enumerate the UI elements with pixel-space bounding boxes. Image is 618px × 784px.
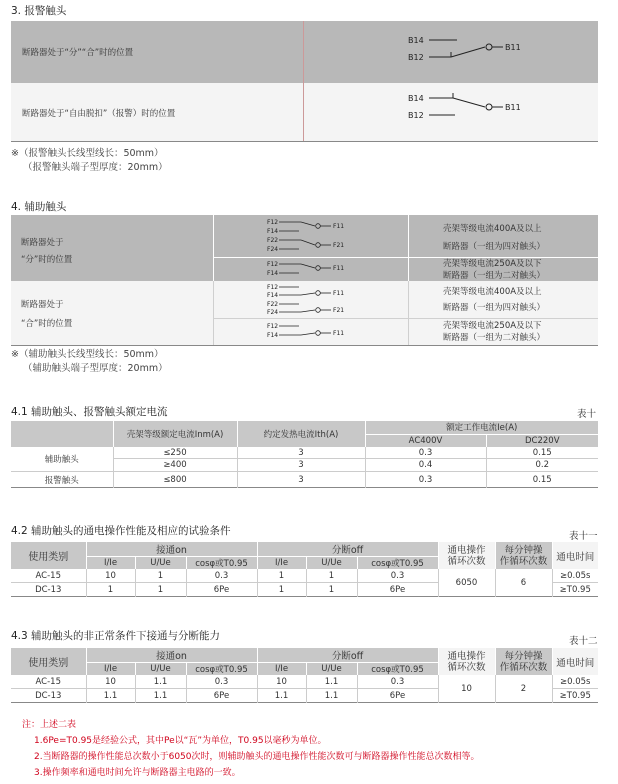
table12-ops: 10	[438, 675, 495, 703]
table10-header-ith: 约定发热电流Ith(A)	[237, 421, 365, 447]
table10-cell: 0.4	[365, 459, 486, 472]
table11-time: ≥0.05s	[552, 569, 598, 583]
table12-cell: 10	[257, 675, 306, 689]
notes-3: 3.操作频率和通电时间允许与断路器主电路的一致。	[34, 768, 241, 778]
table12-header-i: I/Ie	[86, 663, 135, 676]
divider	[408, 215, 409, 281]
table11-header-ops-2: 循环次数	[447, 555, 486, 567]
b11-label: B11	[505, 103, 521, 112]
table12-cell: 1.1	[135, 675, 186, 689]
table12-cell: 1.1	[306, 689, 357, 703]
table12-header-freq-1: 每分钟操	[504, 650, 543, 662]
table11-header-u: U/Ue	[135, 557, 186, 570]
aux-contact-diagram-open-2	[265, 259, 375, 281]
table11-title: 4.2 辅助触头的通电操作性能及相应的试验条件	[11, 525, 231, 537]
aux-note-2: （辅助触头端子型厚度：20mm）	[23, 363, 168, 374]
table12-cell: 0.3	[357, 675, 438, 689]
alarm-contact-diagram-2	[405, 88, 535, 128]
aux-contact-diagram-closed-4	[265, 283, 375, 319]
table11-header-i: I/Ie	[257, 557, 306, 570]
table10-cell: 0.15	[486, 447, 598, 459]
aux-desc-a2: 断路器（一组为四对触头）	[443, 242, 546, 252]
table12-header-i: I/Ie	[257, 663, 306, 676]
alarm-contact-diagram-1	[405, 30, 535, 70]
f21-label: F21	[333, 307, 345, 314]
divider	[303, 21, 304, 141]
divider	[11, 141, 598, 142]
table10-header-frame: 壳架等级额定电流Inm(A)	[113, 421, 237, 447]
table10-tag: 表十	[577, 409, 597, 420]
table11-header-i: I/Ie	[86, 557, 135, 570]
table11-header-off: 分断off	[257, 542, 438, 557]
alarm-note-1: ※（报警触头长线型线长：50mm）	[11, 148, 164, 159]
aux-note-1: ※（辅助触头长线型线长：50mm）	[11, 349, 164, 360]
table11-cell: 1	[135, 569, 186, 583]
table11-header-freq-2: 作循环次数	[499, 555, 548, 567]
divider	[11, 345, 598, 346]
b11-label: B11	[505, 43, 521, 52]
table11-header-cos: cosφ或T0.95	[357, 557, 438, 570]
aux-closed-label-1: 断路器处于	[21, 300, 64, 310]
aux-desc-a2: 断路器（一组为四对触头）	[443, 303, 546, 313]
b14-label: B14	[408, 94, 424, 103]
alarm-note-2: （报警触头端子型厚度：20mm）	[23, 162, 168, 173]
notes-1: 1.6Pe=T0.95是经验公式，其中Pe以“瓦”为单位，T0.95以毫秒为单位。	[34, 736, 327, 746]
table12-cell: 1.1	[306, 675, 357, 689]
table12	[11, 648, 598, 703]
table12-header-off: 分断off	[257, 648, 438, 663]
aux-contact-diagram-open-4	[265, 217, 375, 257]
table10-cell: 3	[237, 447, 365, 459]
section3-title: 3. 报警触头	[11, 5, 67, 17]
table11	[11, 542, 598, 597]
table12-cell: 6Pe	[186, 689, 257, 703]
aux-contact-diagram-closed-2	[265, 322, 375, 342]
f24-label: F24	[267, 309, 279, 316]
f12-label: F12	[267, 219, 279, 226]
divider	[213, 215, 214, 281]
b14-label: B14	[408, 36, 424, 45]
aux-desc-b2: 断路器（一组为二对触头）	[443, 333, 546, 343]
table11-header-on: 接通on	[86, 542, 257, 557]
f14-label: F14	[267, 332, 279, 339]
table12-header-ops-1: 通电操作	[447, 650, 486, 662]
table12-header-cos: cosφ或T0.95	[357, 663, 438, 676]
alarm-row1-label: 断路器处于“分”“合”时的位置	[22, 48, 134, 58]
table11-header-u: U/Ue	[306, 557, 357, 570]
table10-cell: ≥400	[113, 459, 237, 472]
table11-header-category: 使用类别	[11, 542, 86, 569]
table11-ops: 6050	[438, 569, 495, 597]
f12-label: F12	[267, 284, 279, 291]
table12-cat: AC-15	[35, 676, 61, 687]
alarm-row2-label: 断路器处于“自由脱扣”（报警）时的位置	[22, 109, 176, 119]
table10-header-ac: AC400V	[365, 434, 486, 447]
f24-label: F24	[267, 246, 279, 253]
table12-title: 4.3 辅助触头的非正常条件下接通与分断能力	[11, 630, 221, 642]
table10-header-dc: DC220V	[486, 434, 598, 447]
table10-cell: 0.2	[486, 459, 598, 472]
table12-cell: 1.1	[257, 689, 306, 703]
divider	[213, 281, 214, 345]
table11-cell: 1	[306, 569, 357, 583]
table11-header-freq	[495, 542, 552, 569]
table12-cat: DC-13	[35, 690, 62, 701]
f11-label: F11	[333, 223, 345, 230]
table10-label-alarm: 报警触头	[44, 475, 79, 486]
table11-cell: 1	[257, 583, 306, 597]
table10-title: 4.1 辅助触头、报警触头额定电流	[11, 406, 168, 418]
table10-cell: 0.3	[365, 472, 486, 488]
b12-label: B12	[408, 111, 424, 120]
table11-cell: 10	[86, 569, 135, 583]
table10-cell: 3	[237, 459, 365, 472]
table10-cell: 0.15	[486, 472, 598, 488]
table12-cell: 1.1	[86, 689, 135, 703]
section4-title: 4. 辅助触头	[11, 201, 67, 213]
table11-cat: DC-13	[35, 584, 62, 595]
notes-head: 注：上述二表	[22, 720, 77, 730]
f22-label: F22	[267, 237, 279, 244]
f14-label: F14	[267, 228, 279, 235]
table12-header-on: 接通on	[86, 648, 257, 663]
f14-label: F14	[267, 292, 279, 299]
table10-header-rated: 额定工作电流Ie(A)	[365, 421, 598, 434]
table11-time: ≥T0.95	[552, 583, 598, 597]
table10-header-blank	[11, 421, 113, 447]
table12-header-u: U/Ue	[306, 663, 357, 676]
b12-label: B12	[408, 53, 424, 62]
table12-header-ops-2: 循环次数	[447, 661, 486, 673]
table10-cell: ≤250	[113, 447, 237, 459]
table12-time: ≥0.05s	[552, 675, 598, 689]
f14-label: F14	[267, 270, 279, 277]
table10-cell: 0.3	[365, 447, 486, 459]
table12-header-freq-2: 作循环次数	[499, 661, 548, 673]
aux-desc-a1: 壳架等级电流400A及以上	[443, 287, 542, 297]
divider	[408, 281, 409, 345]
f11-label: F11	[333, 265, 345, 272]
f11-label: F11	[333, 330, 345, 337]
table12-cell: 6Pe	[357, 689, 438, 703]
f12-label: F12	[267, 261, 279, 268]
aux-desc-b1: 壳架等级电流250A及以下	[443, 259, 542, 269]
table11-tag: 表十一	[569, 531, 598, 542]
table11-cell: 0.3	[186, 569, 257, 583]
table11-header-time: 通电时间	[552, 542, 598, 569]
table12-header-time: 通电时间	[552, 648, 598, 675]
table12-cell: 0.3	[186, 675, 257, 689]
table11-cell: 6Pe	[357, 583, 438, 597]
f12-label: F12	[267, 323, 279, 330]
table11-cat: AC-15	[35, 570, 61, 581]
table10-cell: 3	[237, 472, 365, 488]
aux-desc-b1: 壳架等级电流250A及以下	[443, 321, 542, 331]
table10-cell: ≤800	[113, 472, 237, 488]
notes-2: 2.当断路器的操作性能总次数小于6050次时，则辅助触头的通电操作性能次数可与断路器操作性能总次数相等。	[34, 752, 480, 762]
table11-cell: 1	[86, 583, 135, 597]
table12-time: ≥T0.95	[552, 689, 598, 703]
table12-cell: 1.1	[135, 689, 186, 703]
table11-header-ops-1: 通电操作	[447, 544, 486, 556]
table11-cell: 6Pe	[186, 583, 257, 597]
table11-freq: 6	[495, 569, 552, 597]
table11-header-cos: cosφ或T0.95	[186, 557, 257, 570]
table11-header-ops	[438, 542, 495, 569]
table12-cell: 10	[86, 675, 135, 689]
table11-cell: 1	[257, 569, 306, 583]
table10-label-aux: 辅助触头	[44, 455, 79, 465]
aux-closed-label-2: “合”时的位置	[21, 319, 73, 329]
table12-freq: 2	[495, 675, 552, 703]
table11-cell: 0.3	[357, 569, 438, 583]
table12-header-category: 使用类别	[11, 648, 86, 675]
table12-header-ops	[438, 648, 495, 675]
table12-header-u: U/Ue	[135, 663, 186, 676]
f11-label: F11	[333, 290, 345, 297]
table12-header-freq	[495, 648, 552, 675]
aux-open-label-2: “分”时的位置	[21, 255, 73, 265]
table12-tag: 表十二	[569, 636, 598, 647]
table11-header-freq-1: 每分钟操	[504, 544, 543, 556]
table12-header-cos: cosφ或T0.95	[186, 663, 257, 676]
table11-cell: 1	[306, 583, 357, 597]
table10	[11, 421, 598, 488]
f21-label: F21	[333, 242, 345, 249]
aux-desc-b2: 断路器（一组为二对触头）	[443, 271, 546, 281]
aux-open-label-1: 断路器处于	[21, 238, 64, 248]
table11-cell: 1	[135, 583, 186, 597]
f22-label: F22	[267, 301, 279, 308]
aux-desc-a1: 壳架等级电流400A及以上	[443, 224, 542, 234]
